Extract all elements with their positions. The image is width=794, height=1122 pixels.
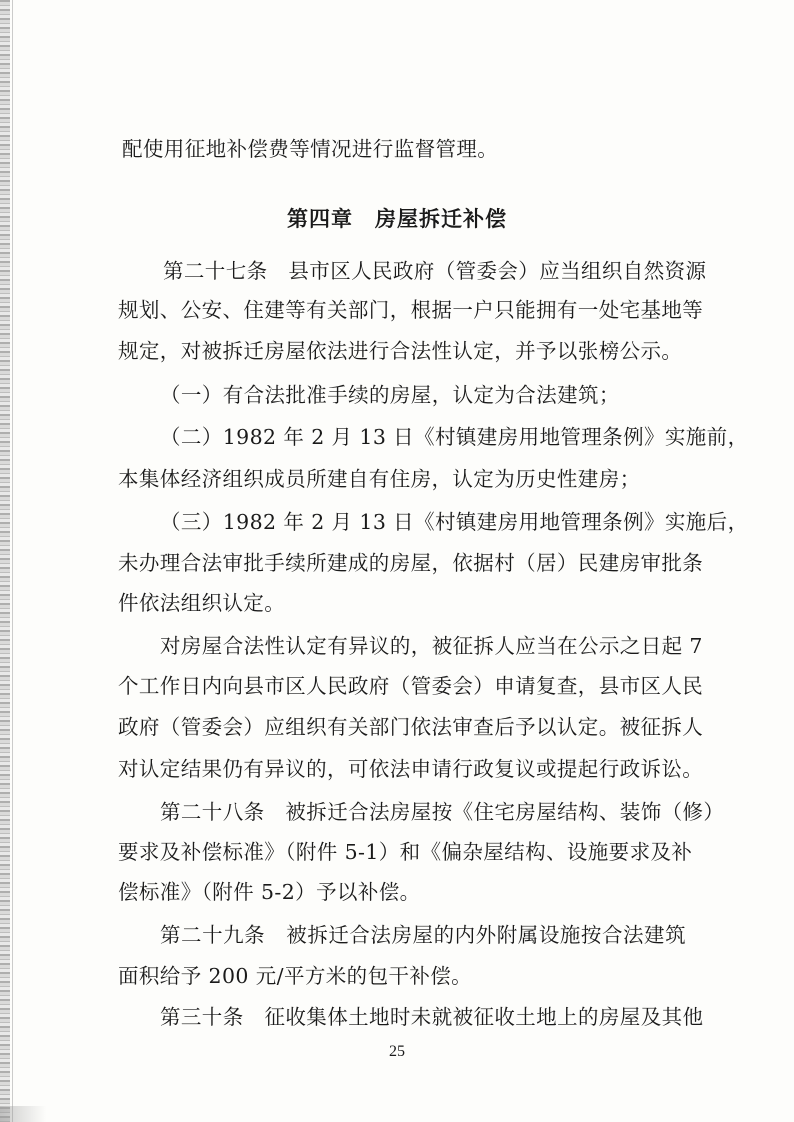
text-line: 个工作日内向县市区人民政府（管委会）申请复查，县市区人民 (118, 674, 704, 698)
text-line: 未办理合法审批手续所建成的房屋，依据村（居）民建房审批条 (118, 551, 704, 575)
text-line: 政府（管委会）应组织有关部门依法审查后予以认定。被征拆人 (118, 715, 704, 739)
binding-edge (0, 0, 10, 1122)
scan-shadow (0, 1106, 46, 1122)
text-line: （一）有合法批准手续的房屋，认定为合法建筑； (160, 383, 620, 407)
text-line: （三）1982 年 2 月 13 日《村镇建房用地管理条例》实施后， (160, 510, 749, 534)
page-number: 25 (389, 1043, 405, 1060)
text-line: 偿标准》（附件 5-2）予以补偿。 (118, 880, 421, 904)
text-line: 本集体经济组织成员所建自有住房，认定为历史性建房； (118, 467, 641, 491)
text-line: 配使用征地补偿费等情况进行监督管理。 (122, 137, 499, 161)
text-line: 第二十七条 县市区人民政府（管委会）应当组织自然资源 (163, 259, 707, 283)
text-line: 要求及补偿标准》（附件 5-1）和《偏杂屋结构、设施要求及补 (118, 840, 693, 864)
text-line: 规划、公安、住建等有关部门，根据一户只能拥有一处宅基地等 (118, 298, 704, 322)
chapter-heading: 第四章 房屋拆迁补偿 (287, 207, 507, 231)
text-line: 第二十九条 被拆迁合法房屋的内外附属设施按合法建筑 (160, 923, 686, 947)
text-line: 面积给予 200 元/平方米的包干补偿。 (118, 964, 473, 988)
text-line: （二）1982 年 2 月 13 日《村镇建房用地管理条例》实施前， (160, 425, 749, 449)
text-line: 对认定结果仍有异议的，可依法申请行政复议或提起行政诉讼。 (118, 757, 704, 781)
text-line: 件依法组织认定。 (118, 591, 286, 615)
text-line: 对房屋合法性认定有异议的，被征拆人应当在公示之日起 7 (160, 634, 703, 658)
binding-line (12, 0, 13, 1122)
text-line: 第二十八条 被拆迁合法房屋按《住宅房屋结构、装饰（修） (160, 800, 725, 824)
text-line: 第三十条 征收集体土地时未就被征收土地上的房屋及其他 (160, 1005, 704, 1029)
text-line: 规定，对被拆迁房屋依法进行合法性认定，并予以张榜公示。 (118, 339, 683, 363)
